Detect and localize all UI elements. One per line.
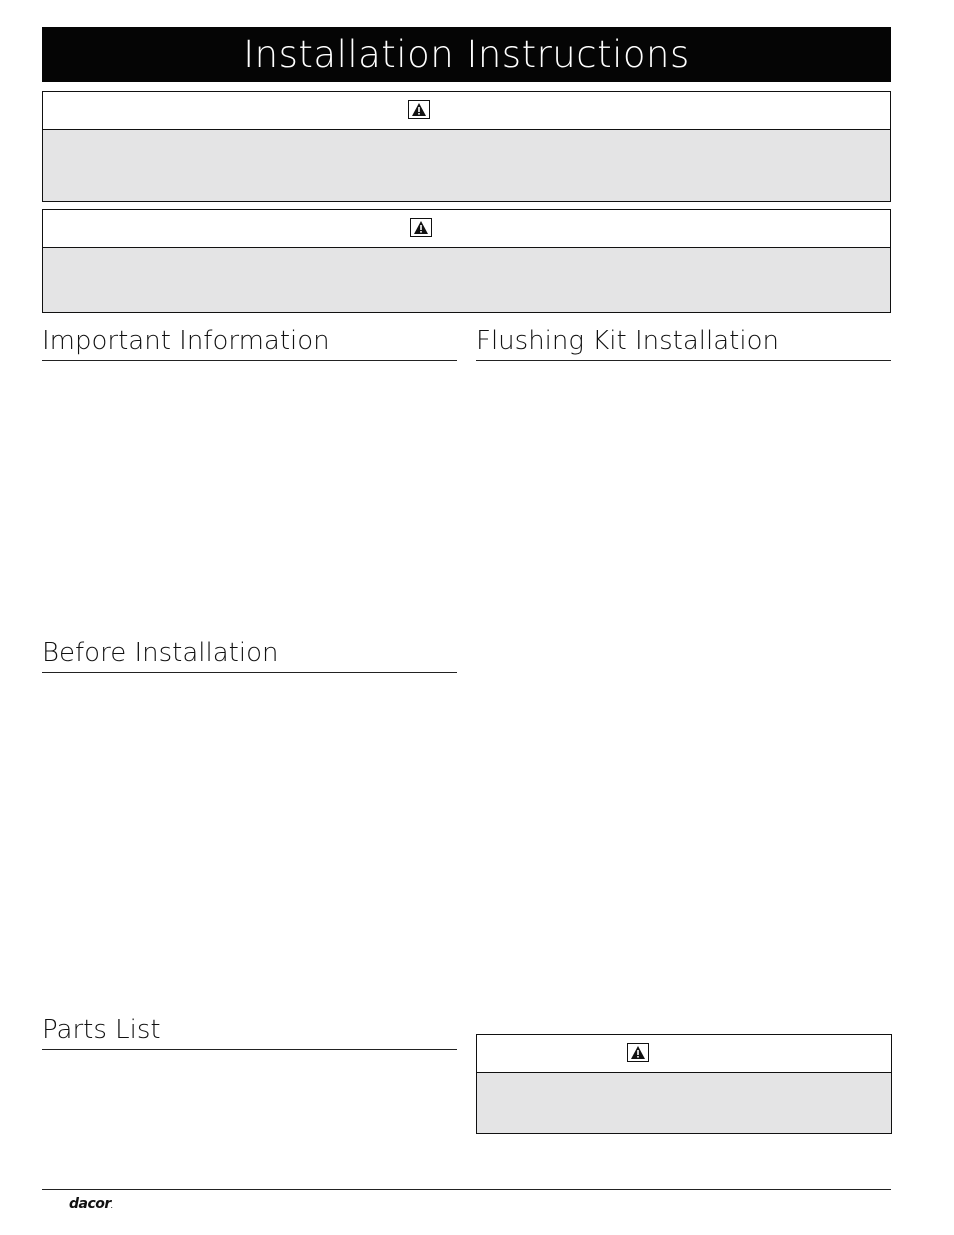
warning-box-1 bbox=[42, 91, 891, 202]
warning-triangle-icon bbox=[408, 100, 430, 119]
section-heading-important-information: Important Information bbox=[42, 324, 457, 361]
section-heading-before-installation: Before Installation bbox=[42, 636, 457, 673]
warning-triangle-icon bbox=[410, 218, 432, 237]
warning-header bbox=[43, 210, 890, 248]
dacor-logo: dacor. bbox=[69, 1196, 113, 1212]
section-heading-flushing-kit-installation: Flushing Kit Installation bbox=[476, 324, 891, 361]
warning-body bbox=[43, 130, 890, 201]
title-bar bbox=[42, 27, 891, 82]
section-heading-parts-list: Parts List bbox=[42, 1013, 457, 1050]
warning-header bbox=[43, 92, 890, 130]
warning-triangle-icon bbox=[627, 1043, 649, 1062]
page-title: Installation Instructions bbox=[243, 33, 690, 76]
warning-box-2 bbox=[42, 209, 891, 313]
warning-body bbox=[477, 1073, 891, 1133]
footer-rule bbox=[42, 1189, 891, 1190]
warning-box-3 bbox=[476, 1034, 892, 1134]
warning-body bbox=[43, 248, 890, 312]
warning-header bbox=[477, 1035, 891, 1073]
